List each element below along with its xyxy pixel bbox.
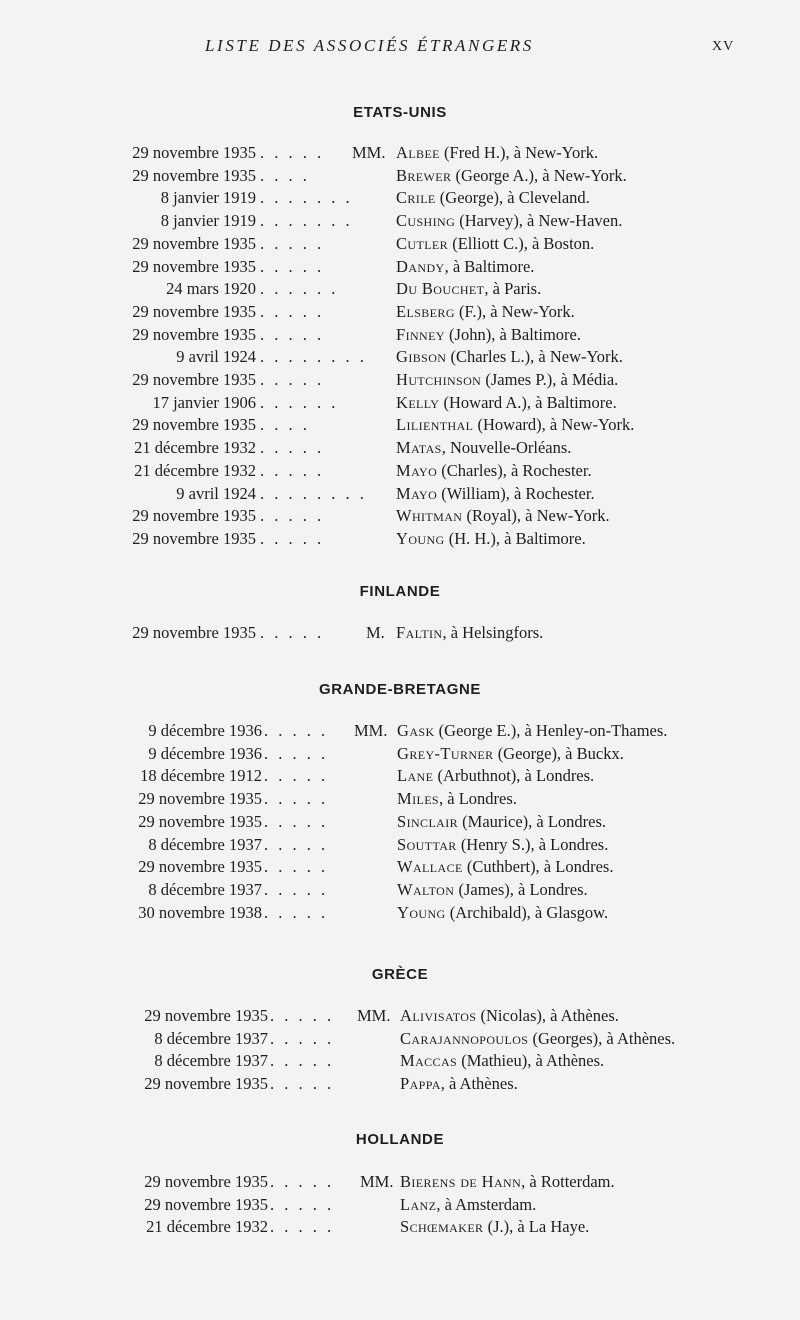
entry-date: 9 décembre 1936 (148, 743, 262, 763)
dot-leader: . . . . . (260, 528, 325, 548)
dot-leader: . . . . . (270, 1172, 335, 1191)
member-surname: Bierens de Hann (400, 1172, 522, 1191)
member-name (396, 143, 598, 163)
list-item (0, 143, 800, 166)
member-details: (Georges), à Athènes. (528, 1028, 676, 1048)
dot-leader: . . . . . (260, 256, 325, 276)
member-name (396, 461, 592, 481)
entry-date: 21 décembre 1932 (134, 460, 256, 480)
dot-leader: . . . . . (264, 789, 329, 809)
list-item (0, 1195, 800, 1218)
member-surname: Schœmaker (400, 1217, 484, 1237)
member-surname: Souttar (397, 834, 457, 854)
member-details: (Charles), à Rochester. (437, 460, 592, 480)
list-item (0, 370, 800, 393)
list-item (0, 279, 800, 302)
list-item (0, 1074, 800, 1097)
dot-leader: . . . . . (260, 623, 325, 642)
member-details: (F.), à New-York. (454, 301, 575, 321)
entry-date: 21 décembre 1932 (134, 438, 256, 458)
member-surname: Mayo (396, 483, 438, 503)
member-details: (Elliott C.), à Boston. (448, 233, 595, 253)
member-name (397, 880, 588, 900)
honorific: M. (366, 623, 385, 642)
member-surname: Alivisatos (400, 1006, 477, 1025)
entry-date: 29 novembre 1935 (132, 324, 256, 344)
entry-date: 29 novembre 1935 (132, 506, 256, 526)
member-surname: Walton (397, 879, 455, 899)
member-name (396, 623, 543, 643)
member-surname: Gask (397, 721, 435, 740)
entry-date: 29 novembre 1935 (144, 1194, 268, 1214)
entry-date: 8 décembre 1937 (154, 1051, 268, 1071)
member-details: (John), à Baltimore. (444, 324, 581, 344)
member-details: , à Amsterdam. (436, 1194, 537, 1214)
entry-date: 29 novembre 1935 (138, 857, 262, 877)
member-surname: Kelly (396, 392, 440, 412)
member-details: (Fred H.), à New-York. (439, 143, 599, 162)
member-details: (Arbuthnot), à Londres. (433, 766, 595, 786)
dot-leader: . . . . . (260, 301, 325, 321)
member-name (397, 789, 517, 809)
dot-leader: . . . . . (264, 766, 329, 786)
dot-leader: . . . . . . (260, 392, 339, 412)
member-details: (James P.), à Média. (481, 370, 619, 389)
list-item (0, 721, 800, 744)
member-surname: Crile (396, 188, 436, 208)
member-details: (Mathieu), à Athènes. (457, 1051, 605, 1071)
list-item (0, 1217, 800, 1240)
member-details: , à Paris. (484, 279, 542, 299)
entry-date: 8 décembre 1937 (154, 1028, 268, 1048)
entry-date: 29 novembre 1935 (132, 415, 256, 435)
list-item (0, 325, 800, 348)
section-heading: FINLANDE (359, 583, 441, 600)
dot-leader: . . . . . . . . (260, 483, 367, 503)
member-details: (Royal), à New-York. (462, 506, 610, 526)
honorific: MM. (357, 1006, 391, 1025)
dot-leader: . . . . . (260, 460, 325, 480)
dot-leader: . . . . . (270, 1028, 335, 1048)
member-details: , à Helsingfors. (442, 623, 544, 642)
dot-leader: . . . . . (260, 143, 325, 162)
entry-date: 8 décembre 1937 (148, 879, 262, 899)
dot-leader: . . . . . (260, 370, 325, 389)
member-details: (Howard A.), à Baltimore. (439, 392, 617, 412)
dot-leader: . . . . . (260, 438, 325, 458)
list-item (0, 1029, 800, 1052)
list-item (0, 438, 800, 461)
member-surname: Maccas (400, 1051, 458, 1071)
member-name (397, 812, 606, 832)
entry-date: 18 décembre 1912 (140, 766, 262, 786)
entry-date: 29 novembre 1935 (132, 233, 256, 253)
member-name (397, 744, 624, 764)
dot-leader: . . . . . . . (260, 188, 353, 208)
member-details: (Archibald), à Glasgow. (445, 902, 609, 922)
list-item (0, 880, 800, 903)
entry-date: 24 mars 1920 (166, 279, 256, 299)
section-heading: ETATS-UNIS (353, 104, 447, 121)
entry-date: 9 avril 1924 (176, 347, 256, 367)
entry-date: 29 novembre 1935 (132, 256, 256, 276)
list-item (0, 166, 800, 189)
member-details: (Nicolas), à Athènes. (476, 1006, 619, 1025)
entry-date: 29 novembre 1935 (132, 165, 256, 185)
member-surname: Cushing (396, 211, 456, 231)
list-item (0, 789, 800, 812)
member-details: , à Athènes. (440, 1074, 518, 1094)
member-name (396, 166, 627, 186)
member-surname: Lanz (400, 1194, 437, 1214)
member-name (396, 506, 610, 526)
member-name (396, 234, 594, 254)
member-name (396, 257, 534, 277)
member-details: , à Baltimore. (444, 256, 535, 276)
member-surname: Faltin (396, 623, 443, 642)
dot-leader: . . . . . . (260, 279, 339, 299)
list-item (0, 1051, 800, 1074)
honorific: MM. (360, 1172, 394, 1191)
member-name (400, 1172, 615, 1192)
member-details: (George A.), à New-York. (451, 165, 627, 185)
list-item (0, 744, 800, 767)
entry-date: 8 janvier 1919 (160, 211, 256, 231)
member-details: (Howard), à New-York. (473, 415, 635, 435)
member-name (396, 393, 617, 413)
dot-leader: . . . . . (264, 857, 329, 877)
member-name (396, 347, 623, 367)
member-details: (George E.), à Henley-on-Thames. (434, 721, 668, 740)
member-details: (Maurice), à Londres. (458, 811, 607, 831)
member-details: (William), à Rochester. (437, 483, 595, 503)
member-surname: Du Bouchet (396, 279, 485, 299)
entry-date: 30 novembre 1938 (138, 902, 262, 922)
list-item (0, 529, 800, 552)
member-surname: Pappa (400, 1074, 441, 1094)
member-details: , à Rotterdam. (521, 1172, 615, 1191)
member-name (396, 370, 618, 390)
dot-leader: . . . . . (260, 506, 325, 526)
dot-leader: . . . . . . . (260, 211, 353, 231)
list-item (0, 623, 800, 646)
member-details: (Harvey), à New-Haven. (455, 211, 623, 231)
member-details: (H. H.), à Baltimore. (444, 528, 586, 548)
entry-date: 21 décembre 1932 (146, 1217, 268, 1237)
entry-date: 8 décembre 1937 (148, 834, 262, 854)
list-item (0, 234, 800, 257)
entry-date: 17 janvier 1906 (152, 392, 256, 412)
member-name (397, 766, 594, 786)
member-name (396, 415, 634, 435)
member-name (400, 1074, 518, 1094)
list-item (0, 211, 800, 234)
dot-leader: . . . . . (270, 1074, 335, 1094)
entry-date: 29 novembre 1935 (138, 811, 262, 831)
member-surname: Sinclair (397, 811, 459, 831)
member-surname: Lilienthal (396, 415, 474, 435)
dot-leader: . . . . . (264, 902, 329, 922)
entry-date: 29 novembre 1935 (132, 528, 256, 548)
dot-leader: . . . . . (260, 324, 325, 344)
list-item (0, 1172, 800, 1195)
running-title: LISTE DES ASSOCIÉS ÉTRANGERS (205, 36, 534, 55)
list-item (0, 812, 800, 835)
list-item (0, 302, 800, 325)
dot-leader: . . . . . (264, 879, 329, 899)
list-item (0, 835, 800, 858)
entry-date: 29 novembre 1935 (144, 1074, 268, 1094)
member-surname: Albee (396, 143, 440, 162)
member-details: (James), à Londres. (454, 879, 588, 899)
dot-leader: . . . . . (264, 743, 329, 763)
entry-date: 8 janvier 1919 (160, 188, 256, 208)
member-surname: Mayo (396, 460, 438, 480)
entry-date: 29 novembre 1935 (138, 789, 262, 809)
member-surname: Young (397, 902, 446, 922)
running-head (0, 36, 800, 60)
dot-leader: . . . . (260, 165, 310, 185)
member-surname: Elsberg (396, 301, 455, 321)
member-surname: Finney (396, 324, 445, 344)
list-item (0, 484, 800, 507)
dot-leader: . . . . . . . . (260, 347, 367, 367)
member-surname: Hutchinson (396, 370, 482, 389)
list-item (0, 347, 800, 370)
dot-leader: . . . . . (264, 834, 329, 854)
member-name (397, 903, 608, 923)
list-item (0, 857, 800, 880)
member-surname: Cutler (396, 233, 449, 253)
section-heading: GRÈCE (371, 966, 429, 983)
member-surname: Young (396, 528, 445, 548)
list-item (0, 506, 800, 529)
list-item (0, 415, 800, 438)
member-name (400, 1006, 619, 1026)
entry-date: 29 novembre 1935 (132, 623, 256, 642)
member-surname: Brewer (396, 165, 452, 185)
member-name (396, 438, 571, 458)
entry-date: 29 novembre 1935 (132, 143, 256, 162)
entry-date: 29 novembre 1935 (144, 1172, 268, 1191)
entry-date: 29 novembre 1935 (132, 301, 256, 321)
list-item (0, 766, 800, 789)
member-name (397, 835, 608, 855)
section-heading: GRANDE-BRETAGNE (318, 681, 482, 698)
list-item (0, 903, 800, 926)
member-name (396, 325, 581, 345)
member-details: (George), à Buckx. (493, 743, 624, 763)
dot-leader: . . . . . (270, 1217, 335, 1237)
member-name (396, 279, 541, 299)
honorific: MM. (352, 143, 386, 162)
list-item (0, 393, 800, 416)
member-name (400, 1029, 675, 1049)
member-surname: Wallace (397, 857, 463, 877)
member-surname: Lane (397, 766, 434, 786)
member-name (400, 1051, 604, 1071)
dot-leader: . . . . . (260, 233, 325, 253)
dot-leader: . . . . . (270, 1194, 335, 1214)
member-details: (Cuthbert), à Londres. (462, 857, 614, 877)
member-name (397, 857, 613, 877)
page-number: XV (712, 39, 735, 54)
member-surname: Miles (397, 789, 440, 809)
member-details: (George), à Cleveland. (435, 188, 590, 208)
member-details: (Charles L.), à New-York. (446, 347, 623, 367)
member-name (400, 1217, 589, 1237)
member-details: (J.), à La Haye. (483, 1217, 590, 1237)
member-details: (Henry S.), à Londres. (456, 834, 609, 854)
member-name (396, 484, 595, 504)
member-surname: Dandy (396, 256, 445, 276)
member-surname: Grey-Turner (397, 743, 494, 763)
member-surname: Matas (396, 438, 442, 458)
member-surname: Whitman (396, 506, 463, 526)
list-item (0, 461, 800, 484)
member-name (396, 211, 622, 231)
dot-leader: . . . . . (270, 1006, 335, 1025)
entry-date: 29 novembre 1935 (144, 1006, 268, 1025)
member-name (400, 1195, 536, 1215)
section-heading: HOLLANDE (355, 1131, 445, 1148)
dot-leader: . . . . (260, 415, 310, 435)
member-name (396, 529, 586, 549)
member-details: , à Londres. (439, 789, 517, 809)
list-item (0, 257, 800, 280)
dot-leader: . . . . . (264, 811, 329, 831)
member-details: , Nouvelle-Orléans. (441, 438, 572, 458)
member-name (396, 188, 590, 208)
member-name (397, 721, 667, 741)
member-surname: Carajannopoulos (400, 1028, 529, 1048)
entry-date: 9 décembre 1936 (148, 721, 262, 740)
honorific: MM. (354, 721, 388, 740)
dot-leader: . . . . . (264, 721, 329, 740)
dot-leader: . . . . . (270, 1051, 335, 1071)
entry-date: 9 avril 1924 (176, 483, 256, 503)
list-item (0, 1006, 800, 1029)
member-name (396, 302, 575, 322)
entry-date: 29 novembre 1935 (132, 370, 256, 389)
member-surname: Gibson (396, 347, 447, 367)
list-item (0, 188, 800, 211)
